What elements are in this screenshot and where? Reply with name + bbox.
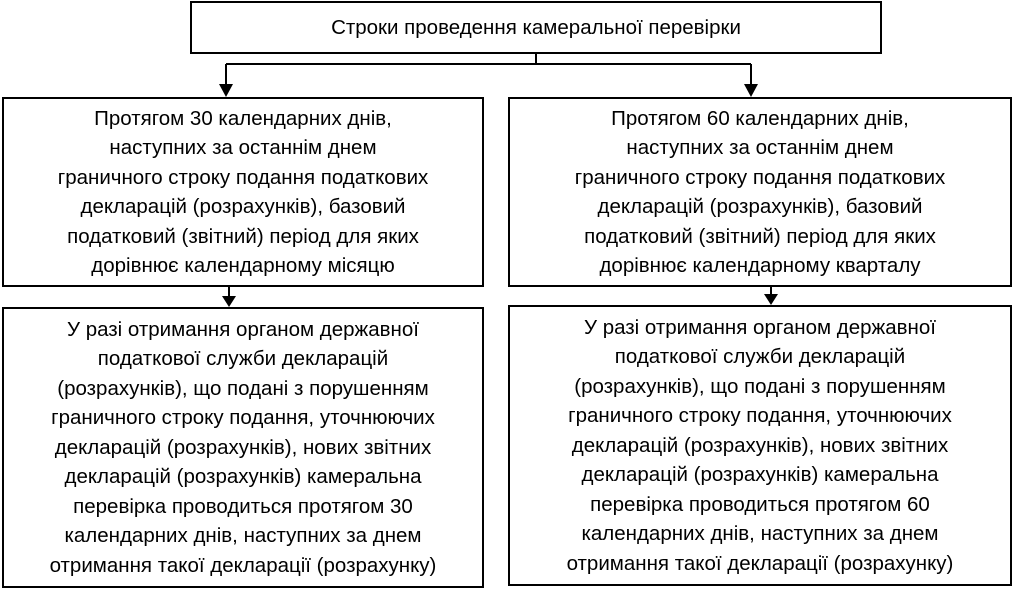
title-text: Строки проведення камеральної перевірки [331,15,741,39]
arrowhead-left-late [222,296,236,307]
monthly-period-box [2,97,484,287]
monthly-period-text: Протягом 30 календарних днів, наступних за останнім днем граничного строку подання податкових декларацій (розрахунків), базовий податковий (звітний) період для яких дорівнює календарному місяцю [57,106,429,277]
quarterly-period-text: Протягом 60 календарних днів, наступних за останнім днем граничного строку подання податкових декларацій (розрахунків), базовий податковий (звітний) період для яких дорівнює календарному кварталу [574,106,946,277]
quarterly-period-box [508,97,1012,287]
arrowhead-right-late [764,294,778,305]
arrowhead-right-period [744,84,758,97]
quarterly-late-filing-text: У разі отримання органом державної податкової служби декларацій (розрахунків), що подані з порушенням граничного строку подання, уточнюючих декларацій (розрахунків), нових звітних декларацій (розрахунків) камеральна перевірка проводиться протягом 60 календарних днів, наступних за днем отримання такої декларації (розрахунку) [566,315,954,575]
quarterly-late-filing-box [508,305,1012,586]
arrowhead-left-period [219,84,233,97]
monthly-late-filing-text: У разі отримання органом державної податкової служби декларацій (розрахунків), що подані з порушенням граничного строку подання, уточнюючих декларацій (розрахунків), нових звітних декларацій (розрахунків) камеральна перевірка проводиться протягом 30 календарних днів, наступних за днем отримання такої декларації (розрахунку) [49,317,437,577]
monthly-late-filing-box [2,307,484,588]
title-box [190,1,882,54]
